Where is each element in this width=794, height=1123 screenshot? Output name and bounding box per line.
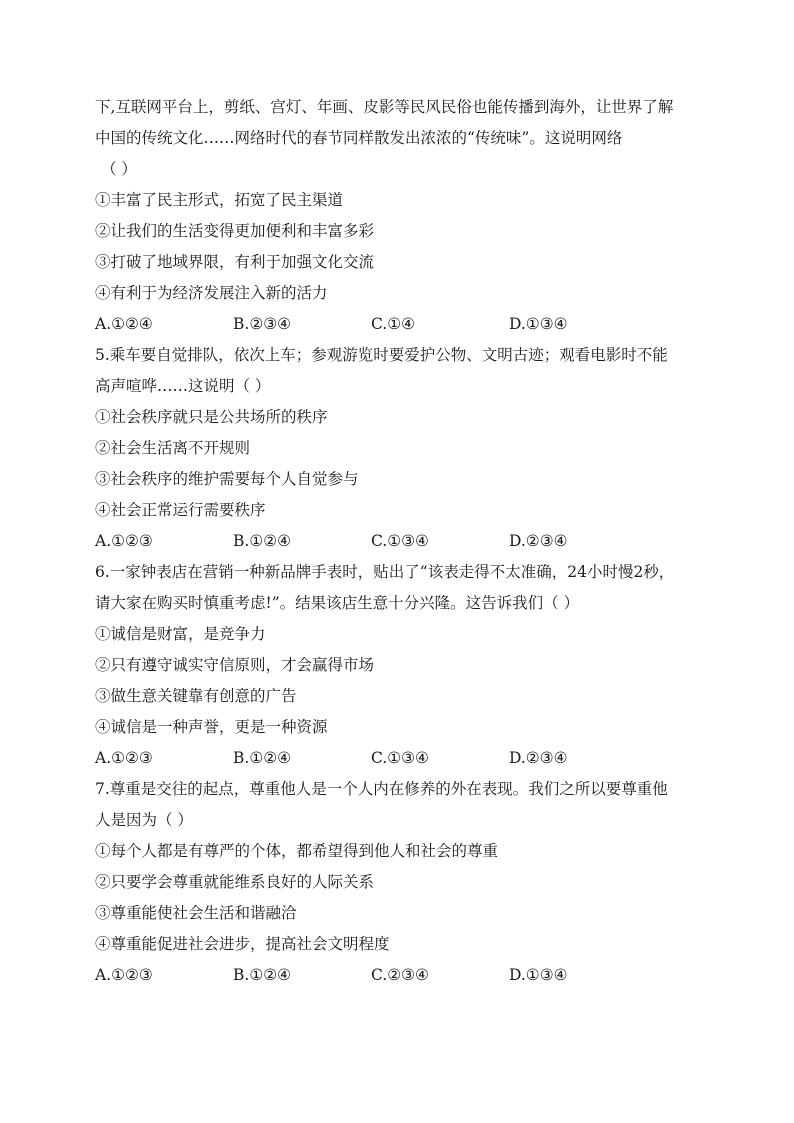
option-d: D.②③④ bbox=[509, 532, 568, 550]
question-4 bbox=[95, 92, 705, 340]
option-c: C.①③④ bbox=[371, 532, 429, 550]
statement-item: ②只要学会尊重就能维系良好的人际关系 bbox=[95, 873, 375, 891]
question-stem: 高声喧哗……这说明（ ） bbox=[95, 377, 271, 395]
question-stem: 中国的传统文化……网络时代的春节同样散发出浓浓的“传统味”。这说明网络 bbox=[95, 129, 623, 147]
question-stem: 7.尊重是交往的起点，尊重他人是一个人内在修养的外在表现。我们之所以要尊重他 bbox=[95, 780, 668, 798]
statement-item: ②社会生活离不开规则 bbox=[95, 439, 251, 457]
question-7 bbox=[95, 774, 705, 991]
question-stem: 请大家在购买时慎重考虑!”。结果该店生意十分兴隆。这告诉我们（ ） bbox=[95, 594, 580, 612]
option-b: B.①②④ bbox=[233, 966, 292, 984]
question-stem: 6.一家钟表店在营销一种新品牌手表时，贴出了“该表走得不太准确，24小时慢2秒， bbox=[95, 563, 675, 581]
statement-item: ④诚信是一种声誉，更是一种资源 bbox=[95, 718, 328, 736]
statement-item: ②只有遵守诚实守信原则，才会赢得市场 bbox=[95, 656, 375, 674]
answer-options bbox=[95, 960, 705, 991]
answer-options bbox=[95, 526, 705, 557]
answer-options bbox=[95, 743, 705, 774]
statement-item: ①丰富了民主形式，拓宽了民主渠道 bbox=[95, 191, 344, 209]
statement-item: ②让我们的生活变得更加便利和丰富多彩 bbox=[95, 222, 375, 240]
option-c: C.①④ bbox=[371, 315, 416, 333]
statement-item: ①社会秩序就只是公共场所的秩序 bbox=[95, 408, 328, 426]
option-a: A.①②③ bbox=[95, 966, 153, 984]
option-a: A.①②③ bbox=[95, 749, 153, 767]
option-d: D.①③④ bbox=[509, 315, 568, 333]
statement-item: ③尊重能使社会生活和谐融洽 bbox=[95, 904, 297, 922]
option-d: D.②③④ bbox=[509, 749, 568, 767]
question-5 bbox=[95, 340, 705, 557]
statement-item: ③做生意关键靠有创意的广告 bbox=[95, 687, 297, 705]
statement-item: ③社会秩序的维护需要每个人自觉参与 bbox=[95, 470, 359, 488]
option-b: B.②③④ bbox=[233, 315, 292, 333]
statement-item: ④社会正常运行需要秩序 bbox=[95, 501, 266, 519]
option-a: A.①②④ bbox=[95, 315, 153, 333]
option-b: B.①②④ bbox=[233, 749, 292, 767]
statement-item: ①每个人都是有尊严的个体，都希望得到他人和社会的尊重 bbox=[95, 842, 499, 860]
answer-options bbox=[95, 309, 705, 340]
question-stem: 下,互联网平台上，剪纸、宫灯、年画、皮影等民风民俗也能传播到海外，让世界了解 bbox=[95, 98, 674, 116]
question-stem: 人是因为（ ） bbox=[95, 811, 193, 829]
question-6 bbox=[95, 557, 705, 774]
option-c: C.①③④ bbox=[371, 749, 429, 767]
document-page bbox=[95, 92, 705, 991]
question-stem: 5.乘车要自觉排队，依次上车；参观游览时要爱护公物、文明古迹；观看电影时不能 bbox=[95, 346, 668, 364]
statement-item: ①诚信是财富，是竞争力 bbox=[95, 625, 266, 643]
option-a: A.①②③ bbox=[95, 532, 153, 550]
statement-item: ④尊重能促进社会进步，提高社会文明程度 bbox=[95, 935, 390, 953]
answer-blank: （ ） bbox=[101, 160, 137, 178]
option-c: C.②③④ bbox=[371, 966, 429, 984]
statement-item: ③打破了地域界限，有利于加强文化交流 bbox=[95, 253, 375, 271]
statement-item: ④有利于为经济发展注入新的活力 bbox=[95, 284, 328, 302]
option-d: D.①③④ bbox=[509, 966, 568, 984]
option-b: B.①②④ bbox=[233, 532, 292, 550]
